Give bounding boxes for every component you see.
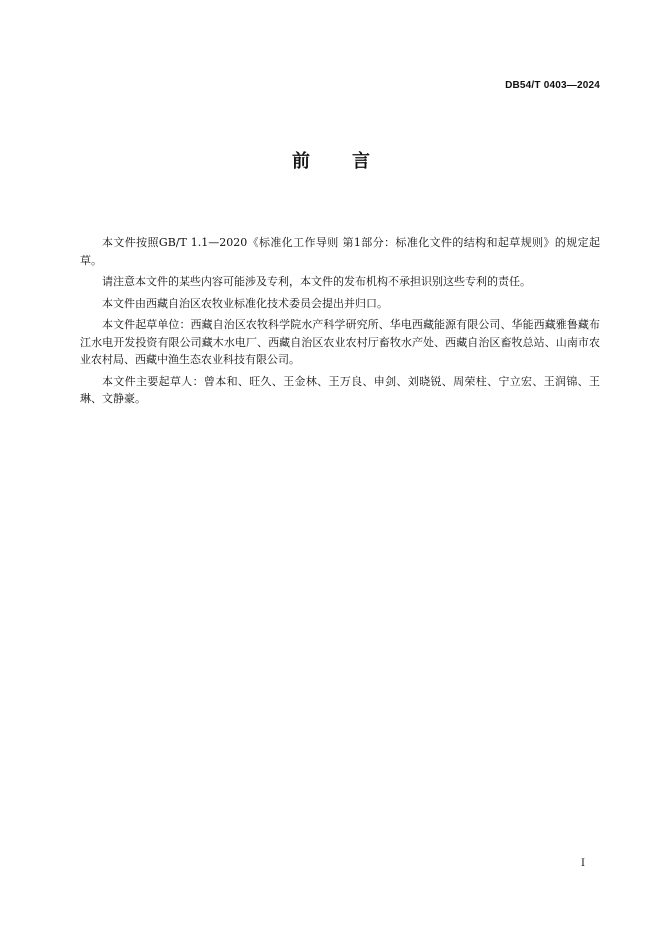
- page-number: I: [581, 858, 585, 869]
- paragraph-patent-notice: 请注意本文件的某些内容可能涉及专利，本文件的发布机构不承担识别这些专利的责任。: [102, 275, 531, 288]
- paragraph-proposer: 本文件由西藏自治区农牧业标准化技术委员会提出并归口。: [102, 296, 388, 310]
- title-char-1: 前: [292, 151, 310, 172]
- document-code: DB54/T 0403—2024: [505, 80, 600, 91]
- document-body: [80, 234, 600, 412]
- paragraph-drafting-units: 本文件起草单位：西藏自治区农牧科学院水产科学研究所、华电西藏能源有限公司、华能西藏雅鲁藏布江水电开发投资有限公司藏木水电厂、西藏自治区农业农村厅畜牧水产处、西藏自治区畜牧总站、山南市农业农村局、西藏中渔生态农业科技有限公司。: [80, 318, 600, 366]
- page-title: [0, 147, 662, 173]
- paragraph-standard-basis: 本文件按照GB/T 1.1—2020《标准化工作导则 第1部分：标准化文件的结构和起草规则》的规定起草。: [80, 236, 600, 267]
- title-char-2: 言: [352, 151, 370, 172]
- paragraph-drafters: 本文件主要起草人：曾本和、旺久、王金林、王万良、申剑、刘晓锐、周荣柱、宁立宏、王润锦、王琳、文静豪。: [80, 374, 600, 405]
